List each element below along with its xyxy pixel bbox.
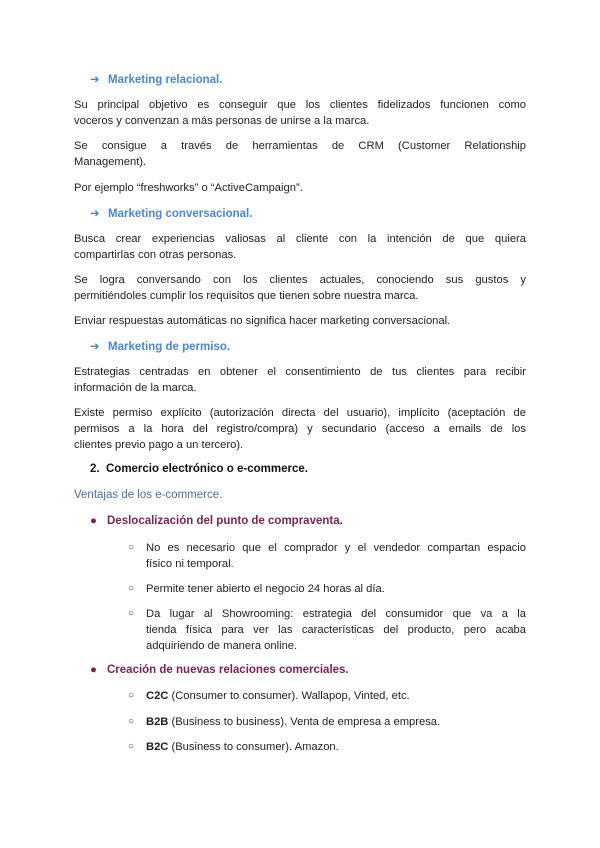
- paragraph-permiso-tipos: Existe permiso explícito (autorización directa del usuario), implícito (aceptación de permisos a la hora del registro/compra) y secundario (acceso a emails de los clientes previo pago a un tercero).: [74, 407, 526, 451]
- circle-bullet-icon: ○: [128, 542, 135, 553]
- bullet-icon: ●: [90, 664, 97, 676]
- circle-bullet-icon: ○: [128, 583, 135, 594]
- circle-bullet-icon: ○: [128, 741, 135, 752]
- sub-item-c2c: ○ C2C (Consumer to consumer). Wallapop, Vinted, etc.: [128, 690, 410, 702]
- sub-item: ○ No es necesario que el comprador y el vendedor compartan espacio físico ni temporal.: [128, 542, 526, 570]
- paragraph-relacional-crm: Se consigue a través de herramientas de CRM (Customer Relationship Management).: [74, 140, 526, 168]
- arrow-icon: ➜: [90, 341, 100, 353]
- circle-bullet-icon: ○: [128, 716, 135, 727]
- bullet-nuevas-relaciones: ● Creación de nuevas relaciones comerciales.: [90, 664, 349, 676]
- sub-item-b2c: ○ B2C (Business to consumer). Amazon.: [128, 741, 339, 753]
- paragraph-conversacional-busca: Busca crear experiencias valiosas al cliente con la intención de que quiera compartirlas con otras personas.: [74, 233, 526, 261]
- sub-item: ○ Da lugar al Showrooming: estrategia del consumidor que va a la tienda física para ver las características del producto, pero acaba adquiriendo de manera online.: [128, 608, 526, 652]
- sub-item: ○ Permite tener abierto el negocio 24 horas al día.: [128, 583, 385, 595]
- paragraph-permiso-estrategias: Estrategias centradas en obtener el consentimiento de tus clientes para recibir información de la marca.: [74, 366, 526, 394]
- subtitle-ventajas: Ventajas de los e-commerce.: [74, 489, 223, 501]
- heading-marketing-relacional: ➜ Marketing relacional.: [90, 74, 223, 86]
- section-heading-ecommerce: 2. Comercio electrónico o e-commerce.: [90, 463, 308, 475]
- circle-bullet-icon: ○: [128, 690, 135, 701]
- paragraph-relacional-objetivo: Su principal objetivo es conseguir que los clientes fidelizados funcionen como voceros y convenzan a más personas de unirse a la marca.: [74, 99, 526, 127]
- bullet-deslocalizacion: ● Deslocalización del punto de compraventa.: [90, 515, 343, 527]
- heading-marketing-conversacional: ➜ Marketing conversacional.: [90, 208, 253, 220]
- bullet-icon: ●: [90, 515, 97, 527]
- paragraph-conversacional-logra: Se logra conversando con los clientes actuales, conociendo sus gustos y permitiéndoles cumplir los requisitos que tienen sobre nuestra marca.: [74, 274, 526, 302]
- paragraph-conversacional-enviar: Enviar respuestas automáticas no significa hacer marketing conversacional.: [74, 315, 451, 327]
- circle-bullet-icon: ○: [128, 608, 135, 619]
- sub-item-b2b: ○ B2B (Business to business). Venta de empresa a empresa.: [128, 716, 441, 728]
- paragraph-relacional-ejemplo: Por ejemplo “freshworks” o “ActiveCampaign”.: [74, 182, 303, 194]
- heading-marketing-permiso: ➜ Marketing de permiso.: [90, 341, 231, 353]
- arrow-icon: ➜: [90, 74, 100, 86]
- arrow-icon: ➜: [90, 208, 100, 220]
